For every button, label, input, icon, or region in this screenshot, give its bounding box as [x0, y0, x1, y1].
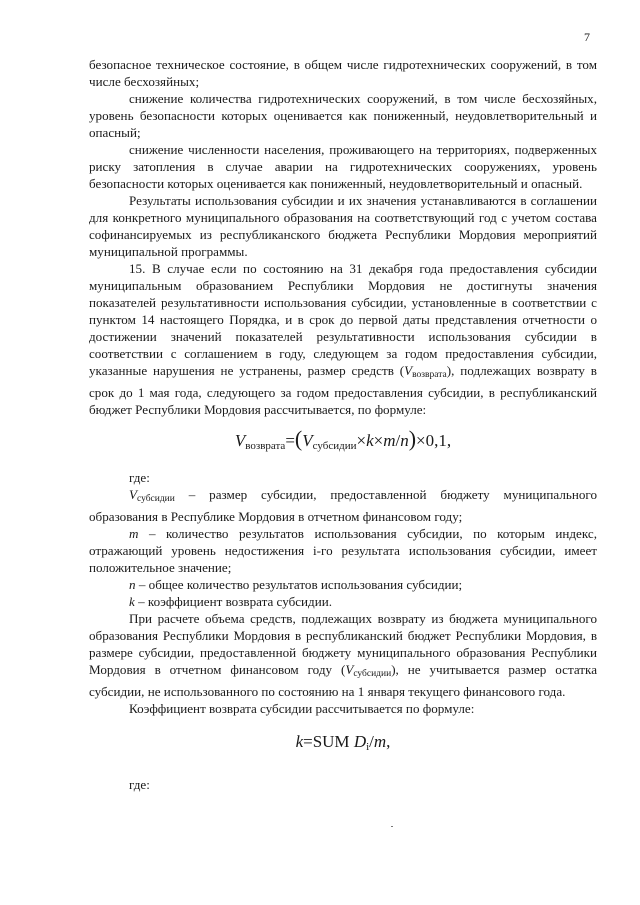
- formula-1-lhs-var: V: [234, 431, 246, 450]
- formula-1-v-var: V: [302, 431, 313, 450]
- formula-1-n: n: [400, 431, 409, 450]
- formula-1-m: m: [383, 431, 396, 450]
- formula-1-times-1: ×: [356, 431, 367, 450]
- formula-1-coefficient: 0,1: [425, 431, 447, 450]
- formula-2-d-sub: i: [366, 741, 370, 753]
- definition-3-text: – общее количество результатов использования субсидии;: [135, 577, 463, 592]
- definition-n: [89, 576, 597, 593]
- paragraph-5: [89, 260, 597, 418]
- paragraph-4: Результаты использования субсидии и их значения устанавливаются в соглашении для конкретного муниципального образования на соответствующий год с учетом состава софинансируемых из республиканского бюджета Республики Мордовия мероприятий муниципальной программы.: [89, 193, 597, 259]
- formula-1-times-3: ×: [416, 431, 426, 450]
- formula-1-k: k: [366, 431, 374, 450]
- definition-k: [89, 593, 597, 610]
- definition-4-var: k: [129, 594, 135, 609]
- paragraph-6: [89, 610, 597, 700]
- definition-1-var-sub: субсидии: [137, 494, 175, 504]
- definition-1-var: V: [129, 487, 137, 502]
- formula-1-slash: /: [395, 431, 401, 450]
- paragraph-5-var: V: [404, 363, 413, 378]
- paragraph-3: снижение численности населения, проживающего на территориях, подверженных риску затопления в случае аварии на гидротехнических сооружениях, уровень безопасности которых оценивается как пониженный, неудовлетворительный и опасный.: [89, 142, 597, 191]
- formula-1-times-2: ×: [373, 431, 384, 450]
- paragraph-5-var-sub: возврата: [412, 370, 447, 380]
- formula-1-trailing-comma: ,: [446, 431, 452, 450]
- scan-speck: [391, 826, 393, 827]
- formula-1-close-paren: ): [408, 426, 417, 451]
- formula-2-sum: SUM: [312, 732, 350, 751]
- formula-2-equals: =: [303, 732, 313, 751]
- formula-2-k: k: [295, 732, 304, 751]
- definition-3-var: n: [129, 577, 136, 592]
- formula-1-v-sub: субсидии: [312, 440, 357, 452]
- definition-v-subsidy: [89, 486, 597, 525]
- paragraph-7: Коэффициент возврата субсидии рассчитывается по формуле:: [129, 701, 475, 716]
- definition-2-text: – количество результатов использования субсидии, по которым индекс, отражающий уровень недостижения i-го результата использования субсидии, имеет положительное значение;: [89, 526, 597, 575]
- paragraph-6-part-b: ), не учитывается размер остатка субсидии, не использованного по состоянию на 1 января текущего финансового года.: [89, 662, 598, 699]
- definition-4-text: – коэффициент возврата субсидии.: [134, 594, 333, 609]
- paragraph-5-part-a: 15. В случае если по состоянию на 31 декабря года предоставления субсидии муниципальным образованием Республики Мордовия не достигнуты значения показателей результативности использования субсидии, установленные в соответствии с пунктом 14 настоящего Порядка, и в срок до первой даты представления отчетности о достижении значений показателей результативности использования субсидии в соответствии с соглашением в году, следующем за годом предоставления субсидии, указанные нарушения не устранены, размер средств (: [89, 261, 597, 378]
- formula-2-m: m: [373, 732, 387, 751]
- paragraph-1: безопасное техническое состояние, в общем числе гидротехнических сооружений, в том числе бесхозяйных;: [89, 57, 597, 89]
- paragraph-5-part-b: ), подлежащих возврату в срок до 1 мая года, следующего за годом предоставления субсидии, в республиканский бюджет Республики Мордовия рассчитывается, по формуле:: [89, 363, 597, 417]
- where-label-2: где:: [129, 777, 150, 792]
- definition-m: [89, 525, 597, 576]
- page-number: 7: [584, 30, 590, 44]
- definition-1-text: – размер субсидии, предоставленной бюджету муниципального образования в Республике Мордовия в отчетном финансовом году;: [89, 487, 597, 524]
- document-body: [89, 56, 597, 793]
- paragraph-6-var-sub: субсидии: [353, 669, 392, 679]
- formula-2-trailing-comma: ,: [386, 732, 391, 751]
- formula-1-equals: =: [285, 431, 295, 450]
- formula-2-slash: /: [369, 732, 374, 751]
- paragraph-6-part-a: При расчете объема средств, подлежащих возврату из бюджета муниципального образования Республики Мордовия в республиканский бюджет Республики Мордовия, в размере субсидии, предоставленной бюджету муниципального образования Республики Мордовия в отчетном финансовом году (: [89, 611, 597, 677]
- where-label-1: где:: [129, 470, 150, 485]
- formula-1-lhs-sub: возврата: [245, 440, 286, 452]
- definition-2-var: m: [129, 526, 139, 541]
- paragraph-6-var: V: [345, 662, 354, 677]
- formula-return-coefficient: [89, 731, 597, 758]
- formula-return-amount: [89, 428, 597, 457]
- formula-2-d: D: [353, 732, 367, 751]
- paragraph-2: снижение количества гидротехнических сооружений, в том числе бесхозяйных, уровень безопасности которых оценивается как пониженный, неудовлетворительный и опасный;: [89, 91, 597, 140]
- formula-1-open-paren: (: [294, 426, 303, 451]
